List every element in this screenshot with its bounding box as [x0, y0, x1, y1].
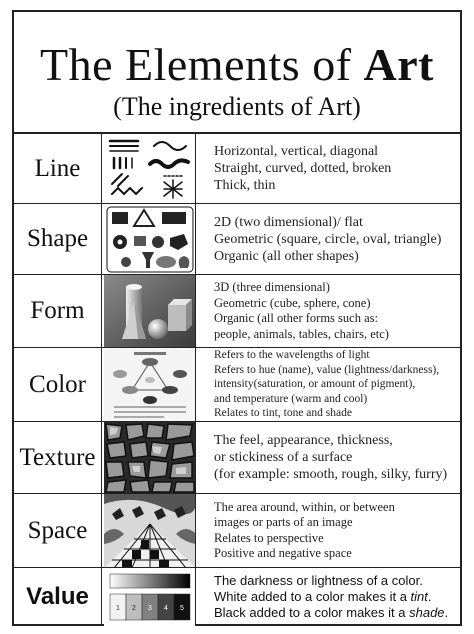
- row-label: Line: [14, 134, 102, 203]
- description-line: people, animals, tables, chairs, etc): [214, 326, 389, 341]
- value-shade-word: shade: [409, 605, 445, 620]
- row-label: Color: [14, 348, 102, 421]
- description-line: Thick, thin: [214, 178, 276, 193]
- value-text: . Black added to a color makes it a: [214, 589, 432, 620]
- description-line: Organic (all other shapes): [214, 248, 359, 264]
- value-step-label: 4: [164, 605, 168, 612]
- row-label: Form: [14, 275, 102, 347]
- description-line: intensity(saturation, or amount of pigment),: [214, 378, 416, 391]
- value-step-label: 5: [180, 605, 184, 612]
- description-line: images or parts of an image: [214, 515, 353, 529]
- row-color: [14, 348, 460, 422]
- description-line: Geometric (cube, sphere, cone): [214, 295, 371, 310]
- row-label: Value: [14, 568, 102, 626]
- row-value: [14, 568, 460, 626]
- row-description: [214, 204, 458, 274]
- row-description: [214, 348, 458, 421]
- value-text: The darkness or lightness of a color. White added to a color makes it a: [214, 573, 423, 604]
- row-texture: [14, 422, 460, 494]
- description-line: Organic (all other forms such as:: [214, 311, 378, 325]
- row-label: Texture: [14, 422, 102, 493]
- description-line: The area around, within, or between: [214, 499, 395, 514]
- form-solids-image: [104, 275, 196, 347]
- row-description: [214, 568, 458, 626]
- row-form: [14, 275, 460, 348]
- description-line: Relates to tint, tone and shade: [214, 407, 352, 420]
- row-description: [214, 422, 458, 493]
- title-main-text: The Elements of: [40, 39, 364, 90]
- page-title: [14, 40, 460, 90]
- description-line: Refers to hue (name), value (lightness/darkness),: [214, 363, 440, 376]
- sheet-header: [14, 12, 460, 134]
- description-line: or stickiness of a surface: [214, 450, 353, 465]
- description-line: The feel, appearance, thickness,: [214, 433, 393, 448]
- description-line: Relates to perspective: [214, 530, 324, 545]
- row-line: [14, 134, 460, 204]
- value-tint-word: tint: [410, 589, 428, 604]
- row-shape: [14, 204, 460, 275]
- description-line: and temperature (warm and cool): [214, 392, 368, 405]
- value-text: .: [444, 605, 449, 620]
- elements-of-art-sheet: [12, 10, 462, 626]
- value-step-label: 3: [148, 605, 152, 612]
- value-scale-image: [104, 568, 196, 626]
- color-wheel-image: [104, 348, 196, 421]
- description-line: (for example: smooth, rough, silky, furry): [214, 467, 448, 482]
- perspective-space-image: [104, 494, 196, 567]
- description-line: Horizontal, vertical, diagonal: [214, 144, 379, 159]
- page-subtitle: (The ingredients of Art): [113, 92, 361, 121]
- line-samples-icon: [104, 134, 196, 203]
- description-line: 2D (two dimensional)/ flat: [214, 214, 363, 230]
- row-description: [214, 494, 458, 567]
- row-label: Shape: [14, 204, 102, 274]
- title-bold-text: Art: [363, 39, 434, 90]
- description-line: Straight, curved, dotted, broken: [214, 161, 392, 176]
- value-step-label: 2: [132, 605, 136, 612]
- row-space: [14, 494, 460, 568]
- row-label: Space: [14, 494, 102, 567]
- description-line: Refers to the wavelengths of light: [214, 349, 370, 362]
- value-description: [214, 573, 458, 621]
- description-line: Geometric (square, circle, oval, triangle): [214, 231, 442, 247]
- value-step-label: 1: [116, 605, 120, 612]
- cracked-texture-image: [104, 422, 196, 493]
- description-line: Positive and negative space: [214, 546, 352, 560]
- description-line: 3D (three dimensional): [214, 280, 330, 294]
- row-description: [214, 275, 458, 347]
- shape-samples-icon: [104, 204, 196, 274]
- row-description: [214, 134, 458, 203]
